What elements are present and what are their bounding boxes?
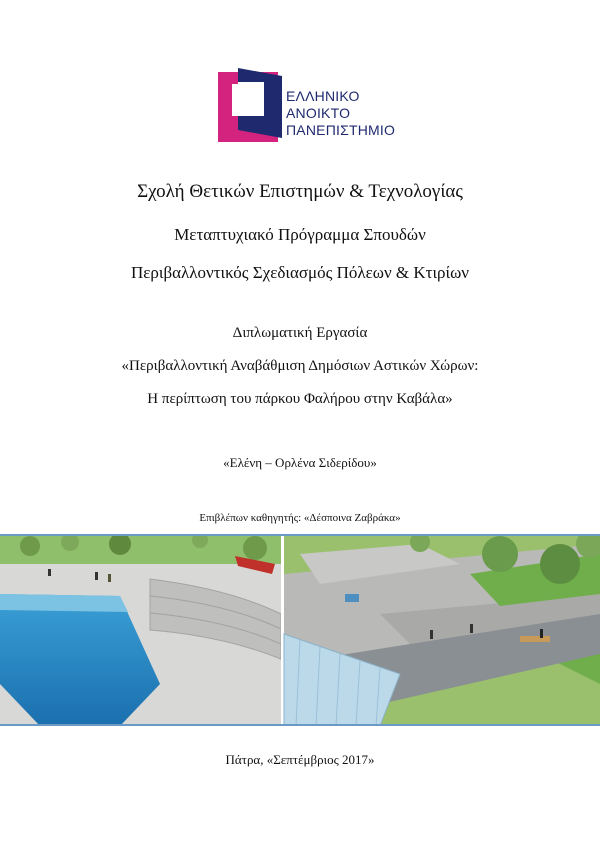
park-renderings-image xyxy=(0,534,600,726)
left-render xyxy=(0,534,281,726)
thesis-title-line-1: «Περιβαλλοντική Αναβάθμιση Δημόσιων Αστικών Χώρων: xyxy=(121,358,479,374)
thesis-type: Διπλωματική Εργασία xyxy=(232,325,368,341)
logo-line-1: ΕΛΛΗΝΙΚΟ xyxy=(286,88,360,104)
thesis-title-line-2: Η περίπτωση του πάρκου Φαλήρου στην Καβάλα» xyxy=(147,391,453,407)
school-name: Σχολή Θετικών Επιστημών & Τεχνολογίας xyxy=(137,181,463,202)
logo-white-window xyxy=(238,82,264,116)
park-renderings xyxy=(0,534,600,726)
supervisor: Επιβλέπων καθηγητής: «Δέσποινα Ζαβράκα» xyxy=(199,512,401,524)
right-render xyxy=(284,534,600,726)
logo-line-3: ΠΑΝΕΠΙΣΤΗΜΙΟ xyxy=(286,122,396,138)
logo-text xyxy=(286,88,395,139)
logo-line-2: ΑΝΟΙΚΤΟ xyxy=(286,105,351,121)
author-name: «Ελένη – Ορλένα Σιδερίδου» xyxy=(223,455,377,470)
place-and-date: Πάτρα, «Σεπτέμβριος 2017» xyxy=(225,752,375,767)
program-name: Μεταπτυχιακό Πρόγραμμα Σπουδών xyxy=(174,225,426,244)
specialization-name: Περιβαλλοντικός Σχεδιασμός Πόλεων & Κτιρίων xyxy=(131,263,469,282)
